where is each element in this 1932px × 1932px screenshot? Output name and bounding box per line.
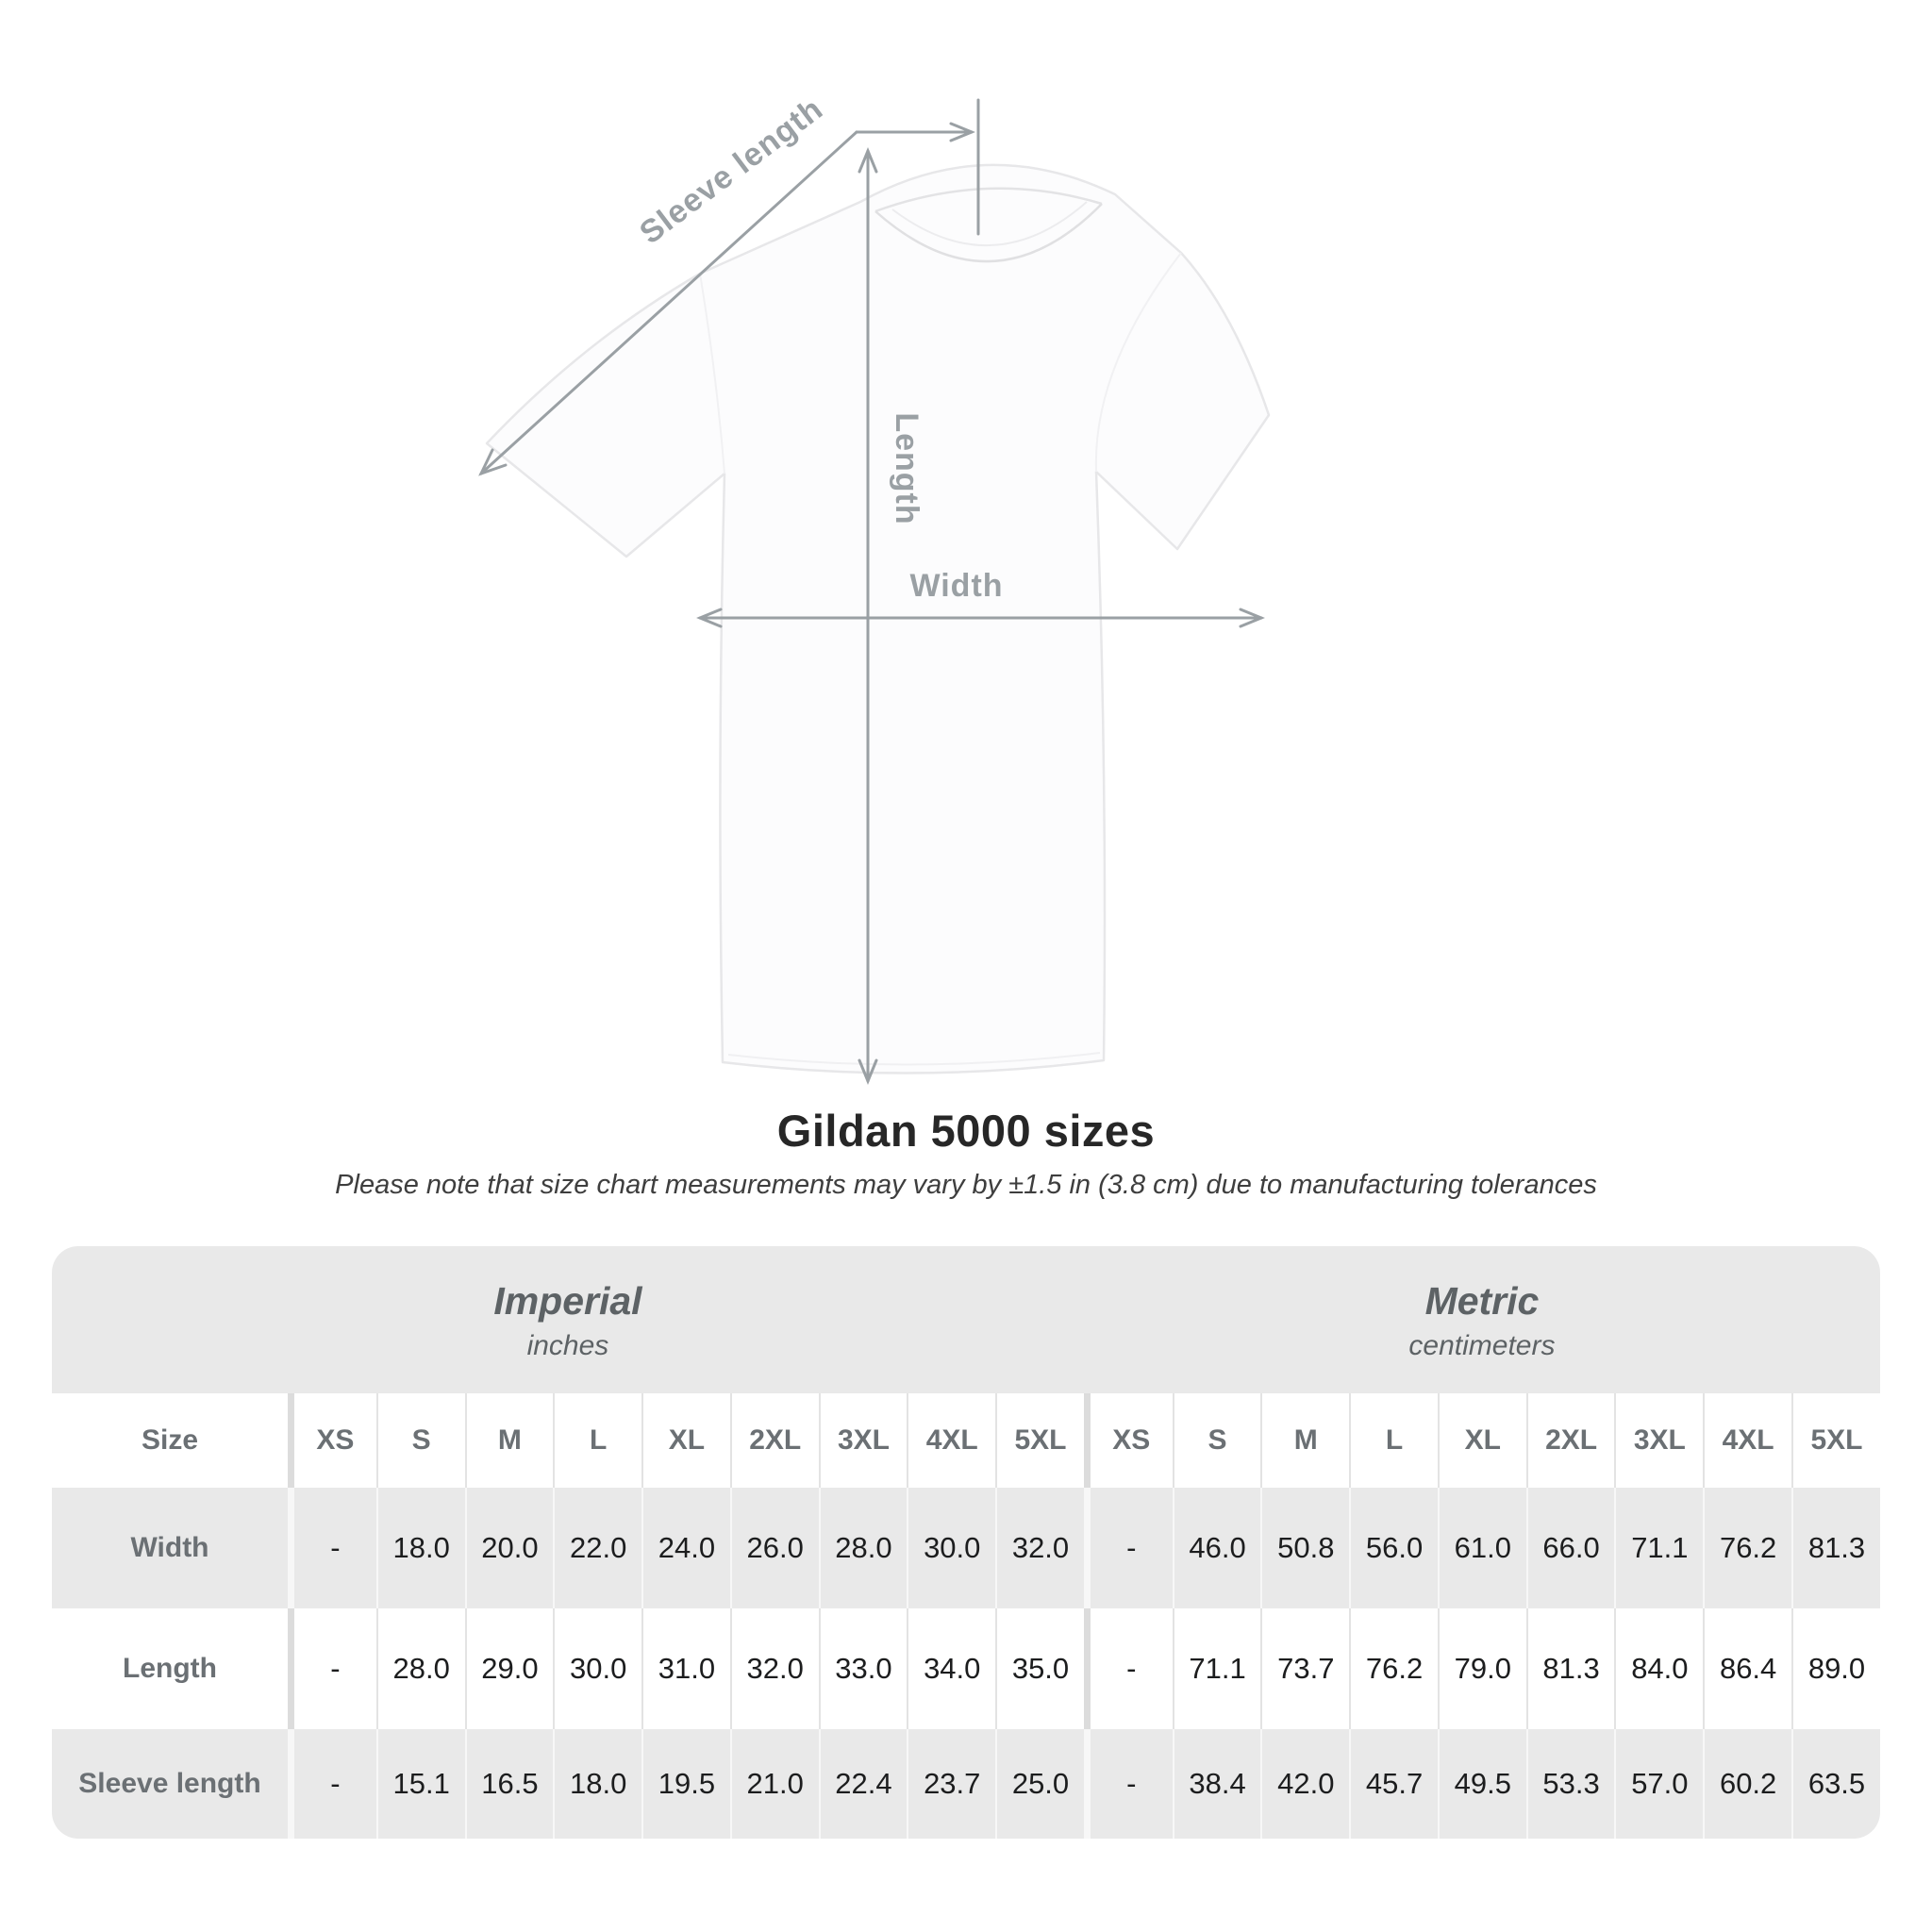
value-cell: 16.5 — [465, 1729, 554, 1839]
value-cell: 35.0 — [995, 1608, 1084, 1729]
imperial-group-header — [52, 1246, 1084, 1393]
width-label: Width — [909, 568, 1004, 604]
value-cell: 71.1 — [1173, 1608, 1261, 1729]
value-cell: 24.0 — [641, 1488, 730, 1608]
row-label: Length — [52, 1608, 288, 1729]
metric-group-header — [1084, 1246, 1880, 1393]
value-cell: 22.4 — [819, 1729, 908, 1839]
value-cell: 61.0 — [1438, 1488, 1526, 1608]
value-cell: - — [1084, 1608, 1173, 1729]
value-cell: 18.0 — [376, 1488, 465, 1608]
measurement-row — [52, 1488, 1880, 1608]
title-block — [0, 1105, 1932, 1203]
value-cell: 23.7 — [907, 1729, 995, 1839]
value-cell: 66.0 — [1526, 1488, 1615, 1608]
value-cell: 22.0 — [553, 1488, 641, 1608]
value-cell: 46.0 — [1173, 1488, 1261, 1608]
value-cell: 45.7 — [1349, 1729, 1438, 1839]
page-subtitle: Please note that size chart measurements may vary by ±1.5 in (3.8 cm) due to manufacturing tolerances — [335, 1170, 1597, 1200]
value-cell: 71.1 — [1614, 1488, 1703, 1608]
value-cell: 31.0 — [641, 1608, 730, 1729]
size-col-header: L — [1349, 1393, 1438, 1488]
row-label: Sleeve length — [52, 1729, 288, 1839]
value-cell: 34.0 — [907, 1608, 995, 1729]
value-cell: - — [288, 1488, 376, 1608]
size-col-header: 4XL — [1703, 1393, 1791, 1488]
size-table-grid — [52, 1246, 1880, 1839]
value-cell: 57.0 — [1614, 1729, 1703, 1839]
value-cell: 89.0 — [1791, 1608, 1880, 1729]
value-cell: 63.5 — [1791, 1729, 1880, 1839]
value-cell: 56.0 — [1349, 1488, 1438, 1608]
value-cell: 81.3 — [1791, 1488, 1880, 1608]
metric-group-unit: centimeters — [1408, 1330, 1556, 1361]
value-cell: 50.8 — [1260, 1488, 1349, 1608]
unit-group-row — [52, 1246, 1880, 1393]
value-cell: 53.3 — [1526, 1729, 1615, 1839]
size-col-header: M — [465, 1393, 554, 1488]
value-cell: 18.0 — [553, 1729, 641, 1839]
size-col-header: XS — [288, 1393, 376, 1488]
value-cell: 79.0 — [1438, 1608, 1526, 1729]
value-cell: 19.5 — [641, 1729, 730, 1839]
value-cell: - — [288, 1608, 376, 1729]
value-cell: 20.0 — [465, 1488, 554, 1608]
value-cell: 26.0 — [730, 1488, 819, 1608]
measurement-row — [52, 1608, 1880, 1729]
size-col-header: S — [1173, 1393, 1261, 1488]
size-col-header: 5XL — [1791, 1393, 1880, 1488]
size-col-header: L — [553, 1393, 641, 1488]
row-label: Width — [52, 1488, 288, 1608]
value-cell: 76.2 — [1349, 1608, 1438, 1729]
length-label: Length — [889, 412, 924, 525]
value-cell: 84.0 — [1614, 1608, 1703, 1729]
sleeve-length-label: Sleeve length — [633, 91, 830, 252]
size-col-header: 3XL — [1614, 1393, 1703, 1488]
value-cell: 32.0 — [730, 1608, 819, 1729]
size-col-header: 2XL — [1526, 1393, 1615, 1488]
value-cell: 21.0 — [730, 1729, 819, 1839]
value-cell: 32.0 — [995, 1488, 1084, 1608]
size-col-header: XL — [641, 1393, 730, 1488]
value-cell: 86.4 — [1703, 1608, 1791, 1729]
value-cell: 25.0 — [995, 1729, 1084, 1839]
imperial-group-name: Imperial — [493, 1279, 642, 1323]
value-cell: 38.4 — [1173, 1729, 1261, 1839]
size-col-header: 4XL — [907, 1393, 995, 1488]
value-cell: 81.3 — [1526, 1608, 1615, 1729]
value-cell: 33.0 — [819, 1608, 908, 1729]
value-cell: 30.0 — [907, 1488, 995, 1608]
value-cell: 49.5 — [1438, 1729, 1526, 1839]
size-col-header: XL — [1438, 1393, 1526, 1488]
size-col-header: XS — [1084, 1393, 1173, 1488]
size-col-header: 3XL — [819, 1393, 908, 1488]
imperial-group-unit: inches — [526, 1330, 609, 1361]
value-cell: 60.2 — [1703, 1729, 1791, 1839]
measurement-row — [52, 1729, 1880, 1839]
value-cell: - — [288, 1729, 376, 1839]
size-col-header: M — [1260, 1393, 1349, 1488]
value-cell: 73.7 — [1260, 1608, 1349, 1729]
value-cell: 15.1 — [376, 1729, 465, 1839]
metric-group-name: Metric — [1424, 1279, 1540, 1323]
size-col-header: 5XL — [995, 1393, 1084, 1488]
value-cell: 76.2 — [1703, 1488, 1791, 1608]
value-cell: - — [1084, 1488, 1173, 1608]
size-col-header: 2XL — [730, 1393, 819, 1488]
size-col-header: S — [376, 1393, 465, 1488]
value-cell: 29.0 — [465, 1608, 554, 1729]
value-cell: - — [1084, 1729, 1173, 1839]
value-cell: 30.0 — [553, 1608, 641, 1729]
size-table — [52, 1246, 1880, 1839]
size-header-row — [52, 1393, 1880, 1488]
value-cell: 28.0 — [376, 1608, 465, 1729]
size-column-header: Size — [52, 1393, 288, 1488]
value-cell: 28.0 — [819, 1488, 908, 1608]
page-title: Gildan 5000 sizes — [776, 1106, 1156, 1156]
value-cell: 42.0 — [1260, 1729, 1349, 1839]
